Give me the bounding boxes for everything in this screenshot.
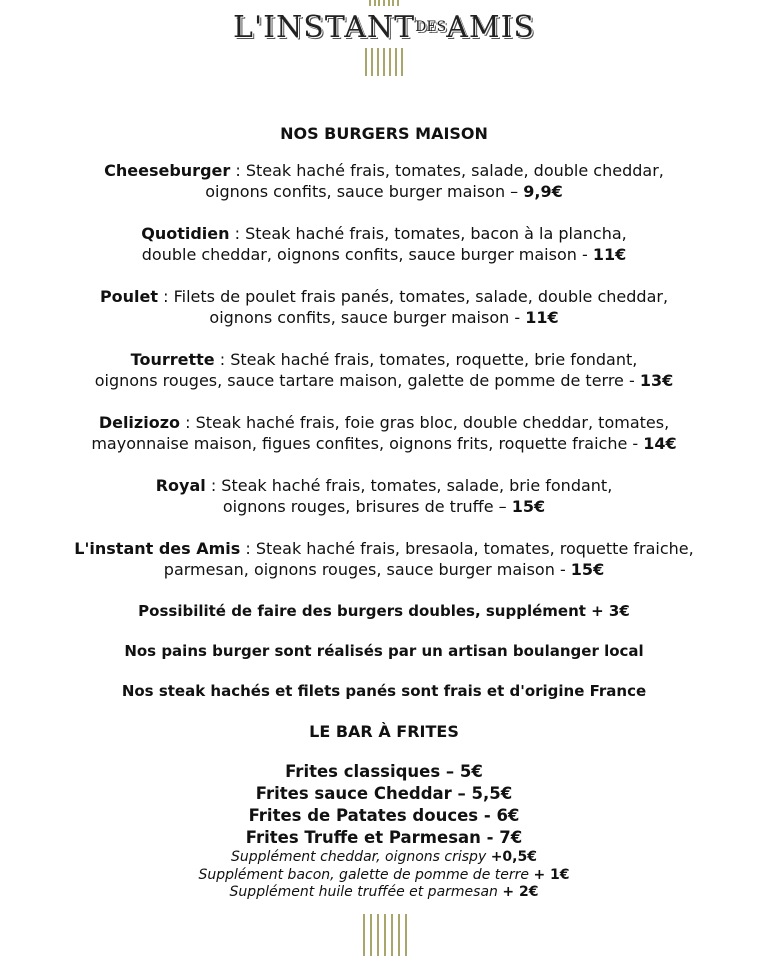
burger-description-line1: Steak haché frais, tomates, salade, brie fondant, xyxy=(221,476,613,495)
supplement-item xyxy=(0,884,768,902)
notes-list xyxy=(0,602,768,700)
burger-name: Cheeseburger xyxy=(104,161,231,180)
burger-item xyxy=(0,539,768,580)
burger-item xyxy=(0,224,768,265)
logo-top-stripes xyxy=(369,0,399,6)
burger-separator: : xyxy=(214,350,231,369)
burger-price: 15€ xyxy=(570,559,605,579)
burger-price: 13€ xyxy=(639,370,674,390)
supplement-item xyxy=(0,849,768,867)
burger-item xyxy=(0,350,768,391)
burger-separator: : xyxy=(158,287,174,306)
supplement-item xyxy=(0,867,768,885)
burgers-title: NOS BURGERS MAISON xyxy=(280,124,488,143)
burger-description-line2: double cheddar, oignons confits, sauce burger maison - xyxy=(141,244,593,264)
burger-separator: : xyxy=(230,161,246,180)
burger-description-line2: parmesan, oignons rouges, sauce burger maison - xyxy=(163,559,571,579)
burger-name: L'instant des Amis xyxy=(74,539,241,558)
fries-title: LE BAR À FRITES xyxy=(309,722,459,741)
burger-separator: : xyxy=(205,476,222,495)
burger-item xyxy=(0,413,768,454)
burger-name: Royal xyxy=(155,476,206,495)
burger-separator: : xyxy=(229,224,246,243)
burger-name: Deliziozo xyxy=(98,413,181,432)
burger-separator: : xyxy=(240,539,256,558)
burger-description-line1: Steak haché frais, tomates, salade, double cheddar, xyxy=(245,161,664,180)
burger-description-line1: Filets de poulet frais panés, tomates, salade, double cheddar, xyxy=(173,287,669,306)
burger-price: 11€ xyxy=(525,307,559,327)
burger-description-line1: Steak haché frais, tomates, roquette, brie fondant, xyxy=(230,350,638,369)
burger-item xyxy=(0,287,768,328)
burger-price: 11€ xyxy=(592,244,627,264)
logo xyxy=(0,10,768,45)
supplement-price: + 2€ xyxy=(502,884,539,900)
menu-content xyxy=(0,118,768,902)
burger-description-line2: oignons rouges, brisures de truffe – xyxy=(222,496,512,516)
burger-description-line2: mayonnaise maison, figues confites, oignons frits, roquette fraiche - xyxy=(91,433,644,453)
info-note: Nos pains burger sont réalisés par un artisan boulanger local xyxy=(124,642,644,660)
fries-item: Frites Truffe et Parmesan - 7€ xyxy=(245,828,523,847)
burger-item xyxy=(0,476,768,517)
burger-description-line2: oignons rouges, sauce tartare maison, galette de pomme de terre - xyxy=(94,370,640,390)
burger-description-line2: oignons confits, sauce burger maison - xyxy=(209,307,526,327)
burger-description-line1: Steak haché frais, bresaola, tomates, roquette fraiche, xyxy=(255,539,694,558)
supplement-text: Supplément bacon, galette de pomme de terre xyxy=(198,866,534,883)
burger-description-line2: oignons confits, sauce burger maison – xyxy=(205,181,524,201)
supplement-price: + 1€ xyxy=(533,866,570,883)
logo-text-small: DES xyxy=(415,19,447,35)
footer-stripes xyxy=(363,914,407,956)
supplement-price: +0,5€ xyxy=(490,849,537,865)
burger-name: Tourrette xyxy=(130,350,215,369)
header xyxy=(0,0,768,80)
burger-separator: : xyxy=(180,413,196,432)
burger-name: Poulet xyxy=(99,287,159,306)
burger-list xyxy=(0,161,768,580)
fries-item: Frites de Patates douces - 6€ xyxy=(248,806,520,825)
fries-item: Frites sauce Cheddar – 5,5€ xyxy=(255,784,513,803)
supplement-text: Supplément cheddar, oignons crispy xyxy=(231,849,491,865)
burger-description-line1: Steak haché frais, tomates, bacon à la plancha, xyxy=(245,224,627,243)
burger-item xyxy=(0,161,768,202)
info-note: Nos steak hachés et filets panés sont frais et d'origine France xyxy=(121,682,647,700)
burger-description-line1: Steak haché frais, foie gras bloc, double cheddar, tomates, xyxy=(195,413,670,432)
supplements-list xyxy=(0,849,768,902)
fries-list xyxy=(0,761,768,849)
logo-text-2: AMIS xyxy=(446,10,535,45)
supplement-text: Supplément huile truffée et parmesan xyxy=(229,884,503,900)
logo-stripes xyxy=(365,48,403,76)
burger-name: Quotidien xyxy=(141,224,230,243)
info-note: Possibilité de faire des burgers doubles, supplément + 3€ xyxy=(138,602,630,620)
burger-price: 14€ xyxy=(643,433,677,453)
burger-price: 9,9€ xyxy=(523,181,563,201)
fries-item: Frites classiques – 5€ xyxy=(285,762,483,781)
burger-price: 15€ xyxy=(511,496,546,516)
logo-text-1: L'INSTANT xyxy=(233,10,416,45)
